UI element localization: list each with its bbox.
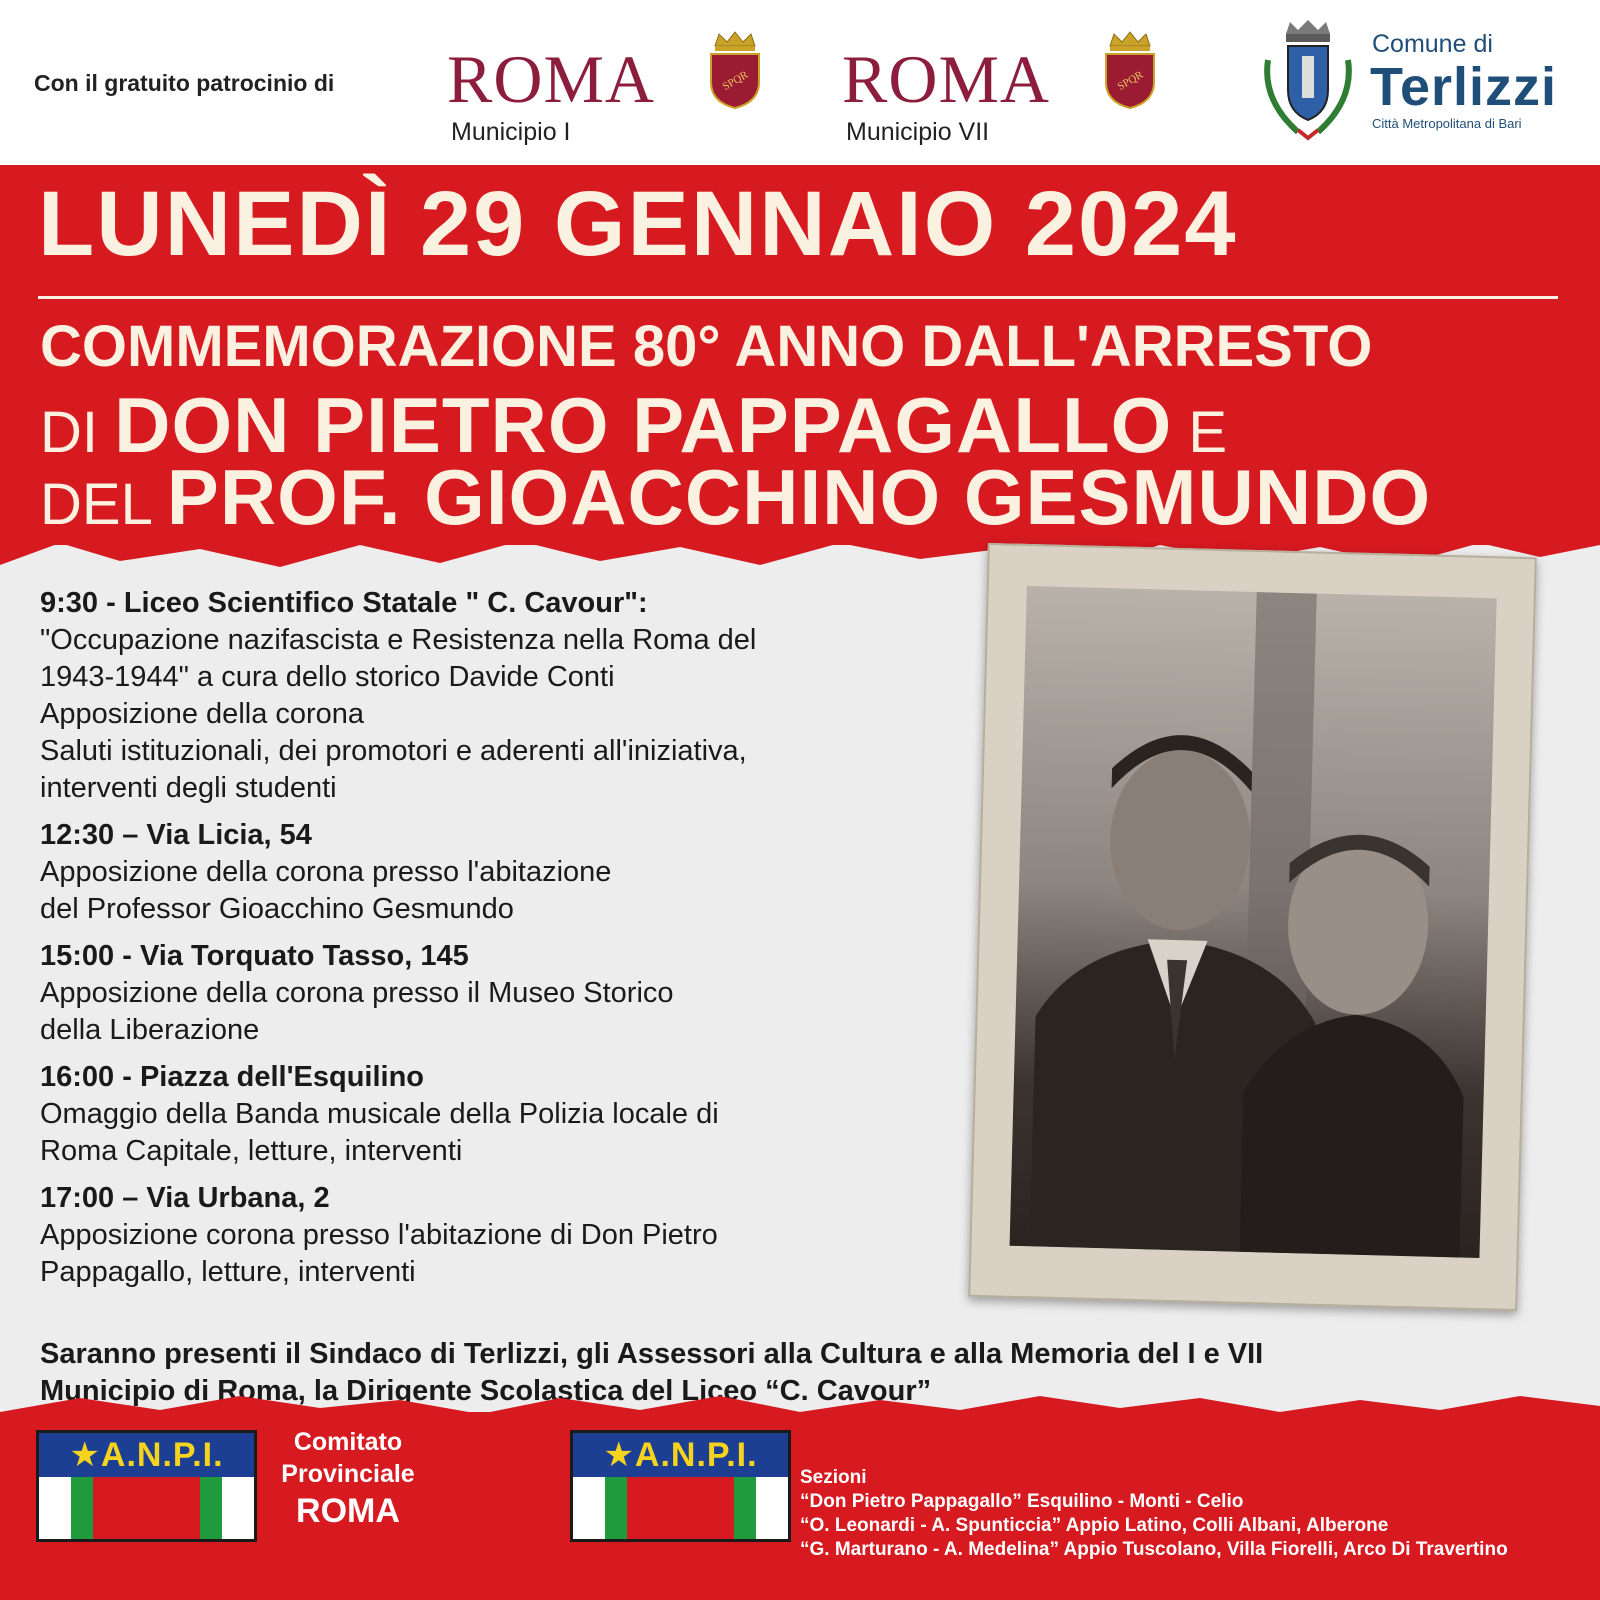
municipio-label: Municipio VII: [846, 118, 990, 146]
provincial-committee-label: Comitato Provinciale ROMA: [281, 1428, 415, 1530]
patronage-text: Con il gratuito patrocinio di: [34, 70, 335, 96]
anpi-logo-text: ★A.N.P.I.: [39, 1433, 254, 1477]
roma-municipio-i-logo: [447, 30, 777, 150]
commemoration-title: COMMEMORAZIONE 80° ANNO DALL'ARRESTO: [40, 314, 1373, 379]
schedule-item: [40, 938, 1000, 1049]
roma-municipio-vii-logo: [842, 30, 1172, 150]
section-item: “G. Marturano - A. Medelina” Appio Tuscolano, Villa Fiorelli, Arco Di Travertino: [800, 1539, 1508, 1560]
schedule-item-heading: 15:00 - Via Torquato Tasso, 145: [40, 940, 469, 972]
terlizzi-subtitle: Città Metropolitana di Bari: [1372, 116, 1522, 131]
attendees-note-line: Saranno presenti il Sindaco di Terlizzi, gli Assessori alla Cultura e alla Memoria del I e VII: [40, 1338, 1264, 1370]
schedule-item: [40, 817, 1000, 928]
sections-title: Sezioni: [800, 1467, 867, 1488]
sponsor-header: [0, 0, 1600, 165]
schedule-item-heading: 9:30 - Liceo Scientifico Statale " C. Cavour":: [40, 587, 648, 619]
honoree-line-1: DI DON PIETRO PAPPAGALLO E: [40, 381, 1228, 469]
event-date-title: LUNEDÌ 29 GENNAIO 2024: [38, 173, 1238, 275]
terlizzi-crest-icon: [1258, 20, 1358, 145]
schedule-item-detail: "Occupazione nazifascista e Resistenza nella Roma del: [40, 624, 757, 656]
roma-wordmark: ROMA: [842, 41, 1051, 117]
schedule-item: [40, 1180, 1000, 1291]
schedule-item-heading: 17:00 – Via Urbana, 2: [40, 1182, 330, 1214]
anpi-logo: [36, 1430, 257, 1542]
event-schedule: [40, 585, 1000, 1301]
anpi-logo: [570, 1430, 791, 1542]
section-item: “O. Leonardi - A. Spunticcia” Appio Latino, Colli Albani, Alberone: [800, 1515, 1389, 1536]
schedule-item-detail: Roma Capitale, letture, interventi: [40, 1135, 463, 1167]
roma-shield-icon: [1098, 30, 1162, 110]
schedule-item-detail: interventi degli studenti: [40, 772, 337, 804]
attendees-note-line: Municipio di Roma, la Dirigente Scolastica del Liceo “C. Cavour”: [40, 1375, 932, 1407]
roma-shield-icon: [703, 30, 767, 110]
schedule-item-heading: 12:30 – Via Licia, 54: [40, 819, 312, 851]
section-item: “Don Pietro Pappagallo” Esquilino - Monti - Celio: [800, 1491, 1244, 1512]
schedule-item-detail: Apposizione della corona: [40, 698, 365, 730]
schedule-item-detail: Apposizione della corona presso il Museo Storico: [40, 977, 674, 1009]
honoree-name-gesmundo: PROF. GIOACCHINO GESMUNDO: [166, 453, 1432, 541]
schedule-item-detail: della Liberazione: [40, 1014, 260, 1046]
schedule-item-heading: 16:00 - Piazza dell'Esquilino: [40, 1061, 425, 1093]
municipio-label: Municipio I: [451, 118, 571, 146]
schedule-item-detail: del Professor Gioacchino Gesmundo: [40, 893, 514, 925]
schedule-item: [40, 585, 1000, 807]
schedule-item-detail: Pappagallo, letture, interventi: [40, 1256, 416, 1288]
svg-text:SPQR: SPQR: [720, 68, 751, 93]
vintage-photo-frame: [968, 543, 1537, 1311]
schedule-item-detail: Saluti istituzionali, dei promotori e aderenti all'iniziativa,: [40, 735, 747, 767]
anpi-sections-list: [800, 1466, 1508, 1562]
schedule-item-detail: 1943-1944" a cura dello storico Davide Conti: [40, 661, 615, 693]
terlizzi-name: Terlizzi: [1370, 57, 1558, 117]
svg-text:SPQR: SPQR: [1115, 68, 1146, 93]
terlizzi-logo: [1258, 20, 1588, 150]
schedule-item: [40, 1059, 1000, 1170]
historic-portrait-photo: [1010, 586, 1497, 1258]
honoree-line-2: DEL PROF. GIOACCHINO GESMUNDO: [40, 453, 1432, 541]
schedule-item-detail: Apposizione corona presso l'abitazione di Don Pietro: [40, 1219, 718, 1251]
schedule-item-detail: Apposizione della corona presso l'abitazione: [40, 856, 612, 888]
anpi-logo-text: ★A.N.P.I.: [573, 1433, 788, 1477]
italian-flag-icon: [39, 1477, 254, 1539]
schedule-item-detail: Omaggio della Banda musicale della Polizia locale di: [40, 1098, 719, 1130]
terlizzi-comune-label: Comune di: [1372, 30, 1493, 58]
roma-wordmark: ROMA: [447, 41, 656, 117]
title-divider: [38, 296, 1558, 299]
honoree-name-pappagallo: DON PIETRO PAPPAGALLO: [114, 381, 1173, 469]
italian-flag-icon: [573, 1477, 788, 1539]
